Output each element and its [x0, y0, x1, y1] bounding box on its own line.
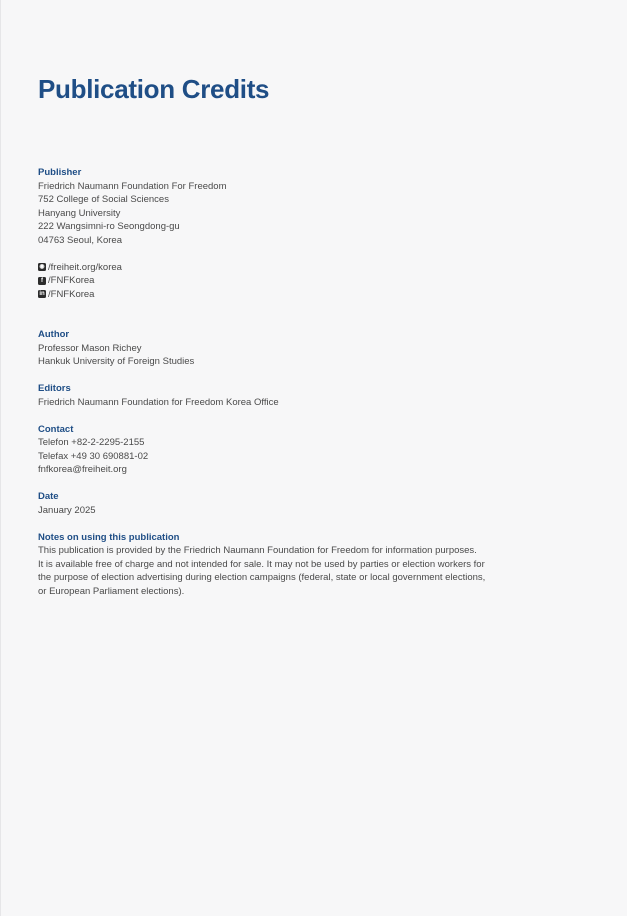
author-heading: Author — [38, 329, 70, 340]
date-section — [38, 490, 508, 517]
social-link-text: /FNFKorea — [48, 275, 95, 286]
notes-section — [38, 531, 508, 599]
editors-heading: Editors — [38, 383, 71, 394]
author-line: Hankuk University of Foreign Studies — [38, 356, 195, 367]
publisher-heading: Publisher — [38, 167, 82, 178]
social-link-text: /FNFKorea — [48, 288, 95, 300]
editors-line: Friedrich Naumann Foundation for Freedom Korea Office — [38, 396, 279, 408]
social-links — [38, 261, 508, 302]
author-line: Professor Mason Richey — [38, 342, 142, 354]
contact-section — [38, 423, 508, 477]
notes-line: or European Parliament elections). — [38, 585, 185, 597]
notes-line: It is available free of charge and not intended for sale. It may not be used by parties or election workers for — [38, 558, 485, 570]
contact-fax: Telefax +49 30 690881-02 — [38, 450, 149, 462]
notes-line: This publication is provided by the Friedrich Naumann Foundation for Freedom for information purposes. — [38, 545, 477, 556]
globe-icon: ◉ — [39, 264, 45, 271]
page-title: Publication Credits — [38, 74, 270, 104]
date-heading: Date — [38, 491, 59, 502]
contact-phone: Telefon +82-2-2295-2155 — [38, 437, 145, 448]
publisher-line: 222 Wangsimni-ro Seongdong-gu — [38, 221, 180, 232]
publisher-line: 04763 Seoul, Korea — [38, 234, 122, 246]
facebook-icon: f — [38, 277, 46, 285]
contact-heading: Contact — [38, 423, 74, 435]
notes-line: the purpose of election advertising during election campaigns (federal, state or local government elections, — [38, 572, 486, 583]
publisher-line: 752 College of Social Sciences — [38, 194, 169, 205]
publisher-line: Hanyang University — [38, 207, 121, 219]
linkedin-icon: in — [39, 291, 45, 298]
social-link-web[interactable] — [38, 261, 508, 275]
date-value: January 2025 — [38, 504, 96, 516]
credits-content — [38, 166, 508, 598]
publisher-section — [38, 166, 508, 301]
social-link-facebook[interactable] — [38, 274, 508, 288]
contact-email[interactable]: fnfkorea@freiheit.org — [38, 464, 127, 475]
social-link-linkedin[interactable] — [38, 288, 508, 302]
editors-section — [38, 382, 508, 409]
notes-heading: Notes on using this publication — [38, 531, 180, 543]
social-link-text: /freiheit.org/korea — [48, 261, 122, 273]
author-section — [38, 328, 508, 369]
publisher-line: Friedrich Naumann Foundation For Freedom — [38, 180, 227, 192]
